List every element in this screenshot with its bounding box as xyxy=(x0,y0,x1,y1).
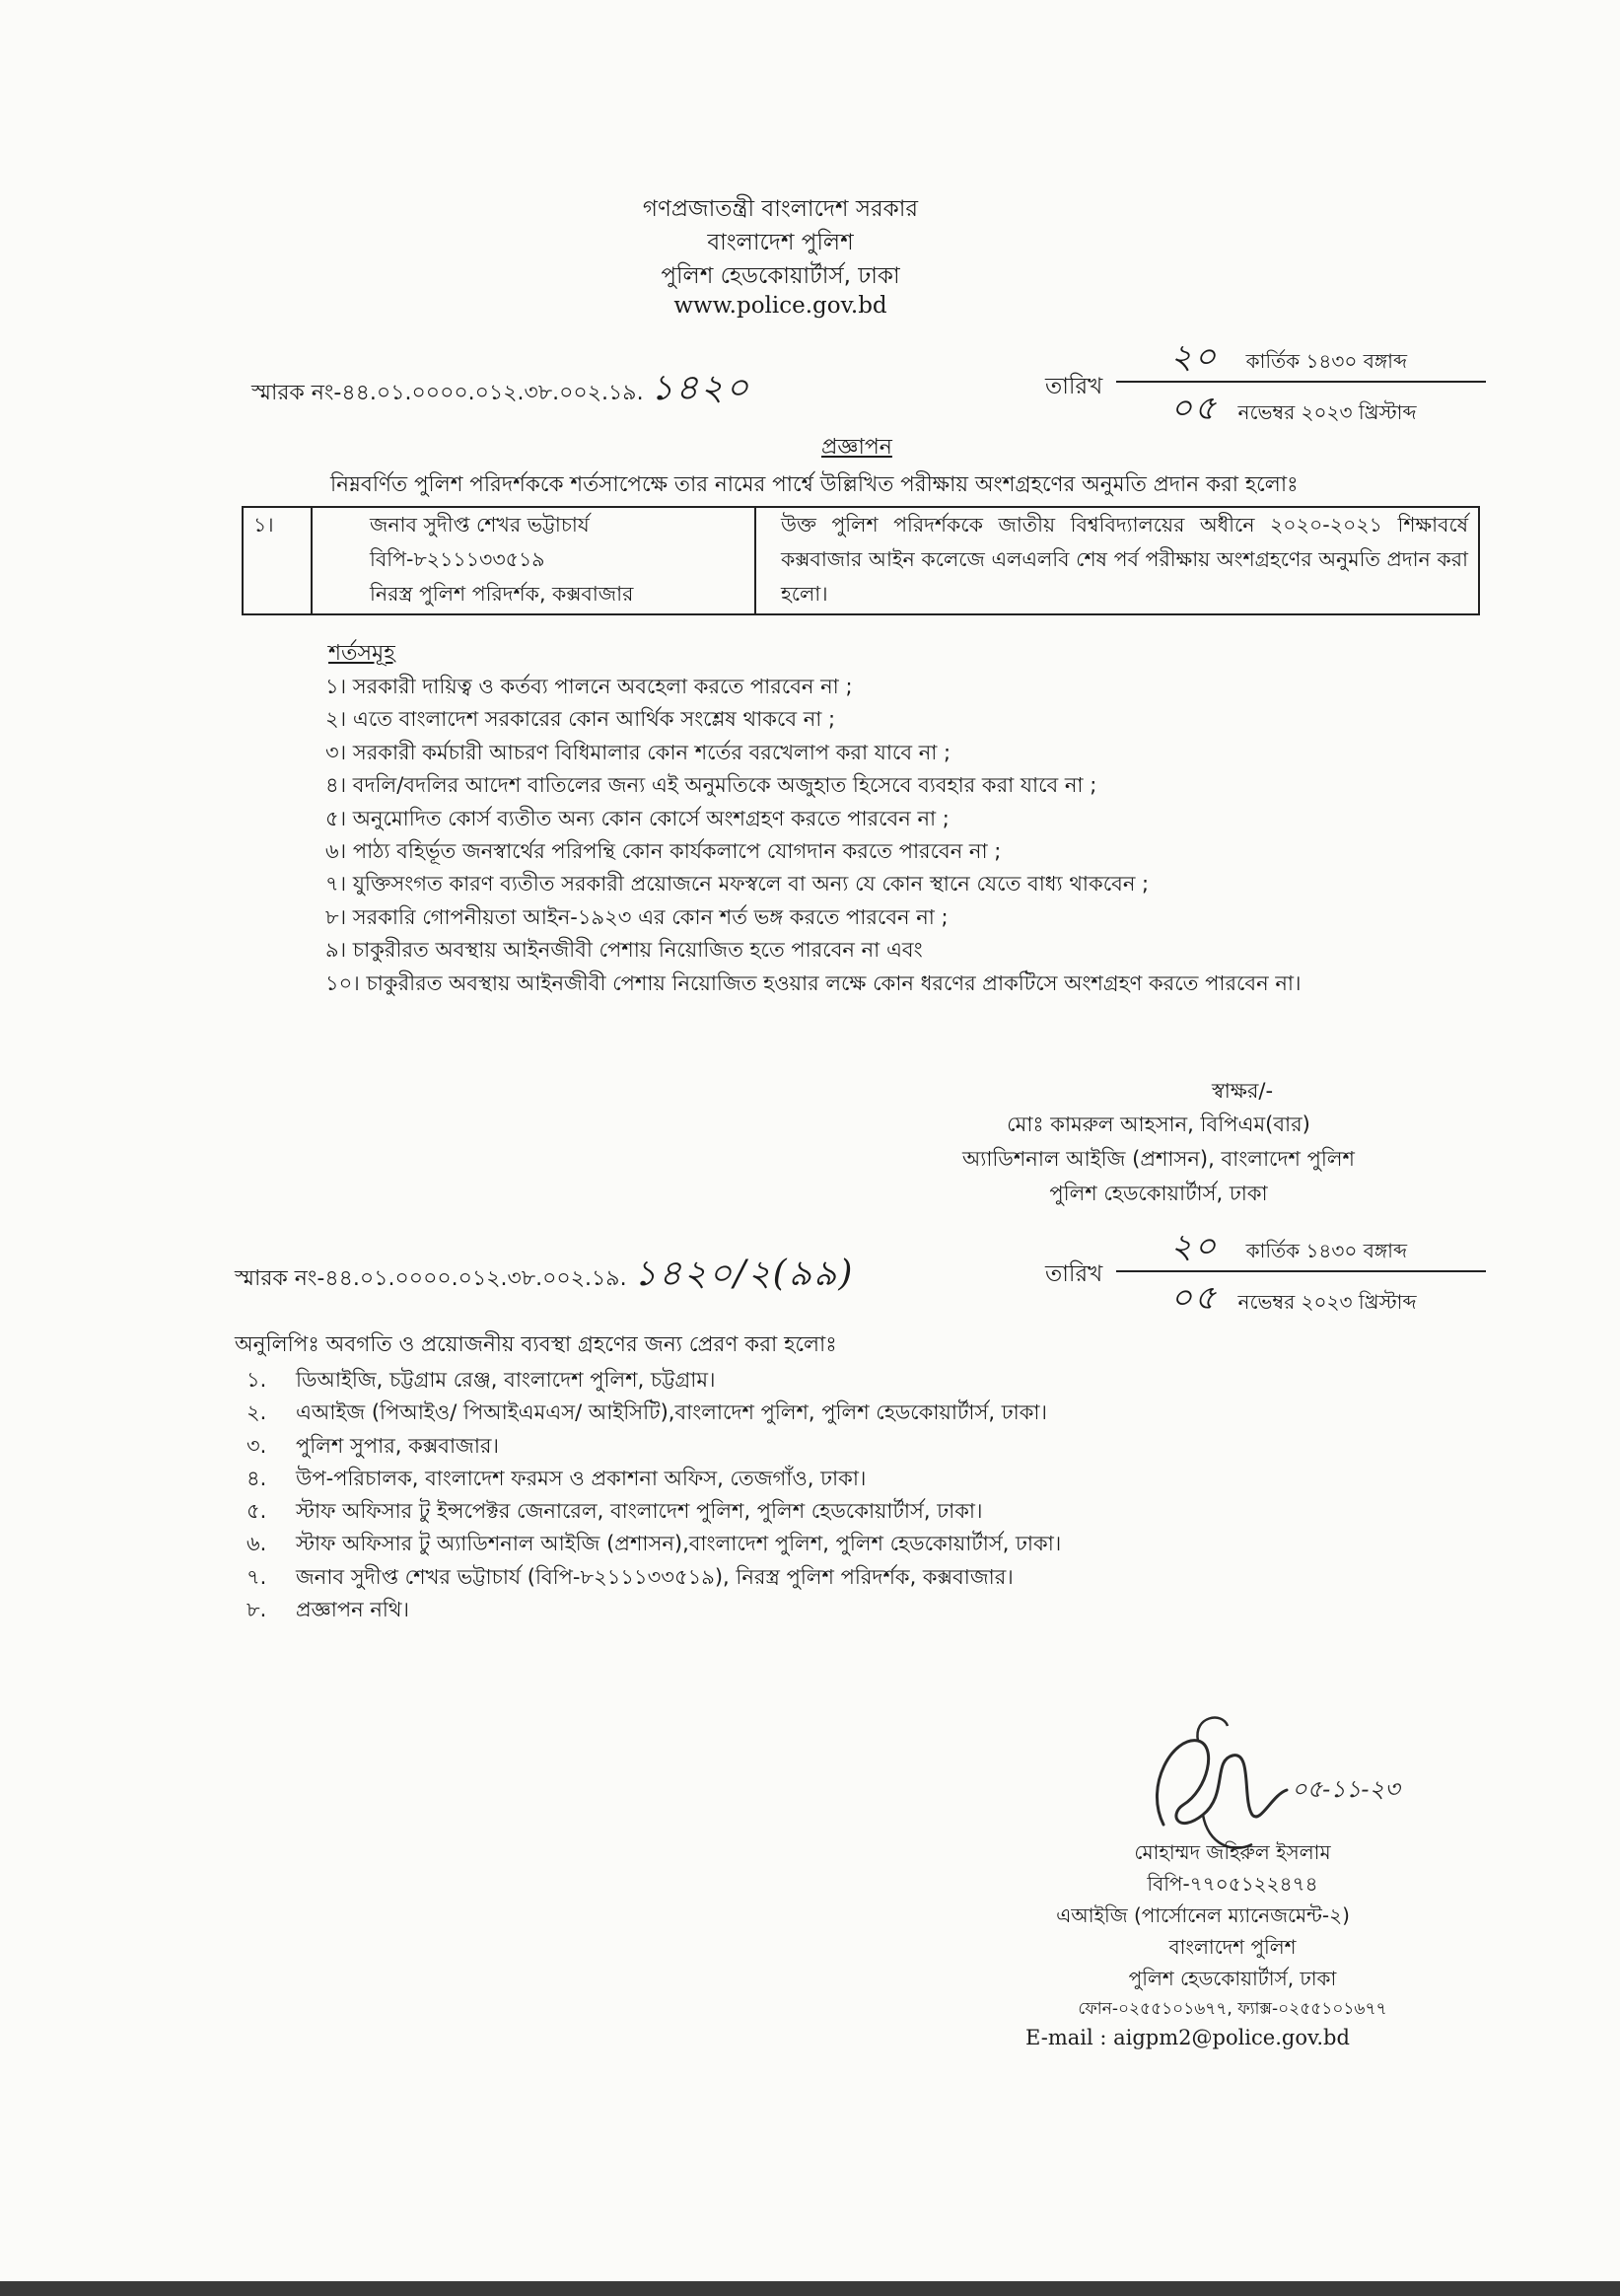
copy-intro: অনুলিপিঃ অবগতি ও প্রয়োজনীয় ব্যবস্থা গ্রহণের জন্য প্রেরণ করা হলোঃ xyxy=(235,1332,837,1357)
date-label-2: তারিখ xyxy=(1045,1261,1103,1287)
condition-item: ৩। সরকারী কর্মচারী আচরণ বিধিমালার কোন শর্তের বরখেলাপ করা যাবে না ; xyxy=(325,740,951,764)
list-text: স্টাফ অফিসার টু ইন্সপেক্টর জেনারেল, বাংলাদেশ পুলিশ, পুলিশ হেডকোয়ার্টার্স, ঢাকা। xyxy=(296,1499,983,1524)
condition-item: ৪। বদলি/বদলির আদেশ বাতিলের জন্য এই অনুমতিকে অজুহাত হিসেবে ব্যবহার করা যাবে না ; xyxy=(325,773,1097,798)
website-link[interactable]: www.police.gov.bd xyxy=(673,293,887,319)
scan-edge xyxy=(0,2281,1620,2296)
conditions-title: শর্তসমূহ xyxy=(328,641,395,666)
memo-prefix: স্মারক নং-৪৪.০১.০০০০.০১২.৩৮.০০২.১৯. xyxy=(235,1266,627,1291)
signatory-name: মোহাম্মদ জহিরুল ইসলাম xyxy=(1134,1840,1331,1864)
condition-item: ৮। সরকারি গোপনীয়তা আইন-১৯২৩ এর কোন শর্ত ভঙ্গ করতে পারবেন না ; xyxy=(325,904,949,929)
greg-day: ০৫ xyxy=(1170,389,1219,428)
officer-cell xyxy=(312,507,755,614)
condition-item: ২। এতে বাংলাদেশ সরকারের কোন আর্থিক সংশ্লেষ থাকবে না ; xyxy=(325,707,836,732)
list-text: এআইজ (পিআইও/ পিআইএমএস/ আইসিটি),বাংলাদেশ পুলিশ, পুলিশ হেডকোয়ার্টার্স, ঢাকা। xyxy=(296,1400,1047,1425)
officer-bp: বিপি-৮২১১১৩৩৫১৯ xyxy=(370,547,545,571)
greg-date-rest: নভেম্বর ২০২৩ খ্রিস্টাব্দ xyxy=(1237,1290,1417,1314)
officer-name: জনাব সুদীপ্ত শেখর ভট্টাচার্য xyxy=(370,513,590,537)
greg-date-rest: নভেম্বর ২০২৩ খ্রিস্টাব্দ xyxy=(1237,400,1417,424)
govt-name: গণপ্রজাতন্ত্রী বাংলাদেশ সরকার xyxy=(642,196,919,222)
signatory-bp: বিপি-৭৭০৫১২২৪৭৪ xyxy=(1147,1872,1318,1896)
officer-designation: নিরস্ত্র পুলিশ পরিদর্শক, কক্সবাজার xyxy=(370,582,634,606)
signatory-name: মোঃ কামরুল আহসান, বিপিএম(বার) xyxy=(1007,1112,1310,1136)
conditions-list xyxy=(325,671,1301,1000)
list-number: ৩. xyxy=(247,1433,267,1458)
greg-day: ০৫ xyxy=(1170,1278,1219,1318)
list-text: উপ-পরিচালক, বাংলাদেশ ফরমস ও প্রকাশনা অফিস, তেজগাঁও, ঢাকা। xyxy=(296,1466,867,1490)
bangla-date-rest: কার্তিক ১৪৩০ বঙ্গাব্দ xyxy=(1245,349,1408,373)
notice-intro: নিম্নবর্ণিত পুলিশ পরিদর্শককে শর্তসাপেক্ষে তার নামের পার্শ্বে উল্লিখিত পরীক্ষায় অংশগ্রহণের অনুমতি প্রদান করা হলোঃ xyxy=(330,472,1299,497)
signature-date: ০৫-১১-২৩ xyxy=(1292,1775,1400,1803)
memo-handwritten-number: ১৪২০ xyxy=(650,368,751,408)
condition-item: ১। সরকারী দায়িত্ব ও কর্তব্য পালনে অবহেলা করতে পারবেন না ; xyxy=(325,675,853,698)
memo-handwritten-number: ১৪২০/২(৯৯) xyxy=(633,1254,855,1294)
signatory-office: পুলিশ হেডকোয়ার্টার্স, ঢাকা xyxy=(1128,1967,1337,1990)
list-number: ১. xyxy=(247,1368,267,1392)
signatory-org: বাংলাদেশ পুলিশ xyxy=(1168,1935,1297,1959)
notice-title: প্রজ্ঞাপন xyxy=(821,435,892,460)
signature-block-2 xyxy=(986,1838,1420,2057)
condition-item: ৯। চাকুরীরত অবস্থায় আইনজীবী পেশায় নিয়োজিত হতে পারবেন না এবং xyxy=(325,938,923,963)
list-number: ২. xyxy=(247,1400,267,1425)
list-text: পুলিশ সুপার, কক্সবাজার। xyxy=(296,1433,499,1458)
serial-number: ১। xyxy=(253,513,274,537)
list-number: ৪. xyxy=(247,1466,267,1490)
list-number: ৬. xyxy=(247,1532,267,1556)
email-address[interactable]: E-mail : aigpm2@police.gov.bd xyxy=(1025,2026,1350,2049)
condition-item: ৭। যুক্তিসংগত কারণ ব্যতীত সরকারী প্রয়োজনে মফস্বলে বা অন্য যে কোন স্থানে যেতে বাধ্য থাকবেন ; xyxy=(325,872,1150,897)
bangla-day: ২০ xyxy=(1170,1227,1219,1266)
signatory-designation: এআইজি (পার্সোনেল ম্যানেজমেন্ট-২) xyxy=(1056,1903,1350,1927)
signature-block-1 xyxy=(892,1075,1425,1212)
permission-details: উক্ত পুলিশ পরিদর্শককে জাতীয় বিশ্ববিদ্যালয়ের অধীনে ২০২০-২০২১ শিক্ষাবর্ষে কক্সবাজার আইন কলেজে এলএলবি শেষ পর্ব পরীক্ষায় অংশগ্রহণের অনুমতি প্রদান করা হলো। xyxy=(781,513,1468,606)
memo-number-2 xyxy=(235,1247,854,1306)
serial-cell xyxy=(243,507,312,614)
date-label-1: তারিখ xyxy=(1045,374,1103,399)
list-text: প্রজ্ঞাপন নথি। xyxy=(296,1598,409,1622)
condition-item: ৬। পাঠ্য বহির্ভূত জনস্বার্থের পরিপন্থি কোন কার্যকলাপে যোগদান করতে পারবেন না ; xyxy=(325,838,1002,863)
bangla-day: ২০ xyxy=(1170,337,1219,377)
contact-numbers: ফোন-০২৫৫১০১৬৭৭, ফ্যাক্স-০২৫৫১০১৬৭৭ xyxy=(1078,1999,1387,2019)
list-text: ডিআইজি, চট্টগ্রাম রেঞ্জ, বাংলাদেশ পুলিশ, চট্টগ্রাম। xyxy=(296,1368,716,1392)
signatory-designation: অ্যাডিশনাল আইজি (প্রশাসন), বাংলাদেশ পুলিশ xyxy=(962,1147,1355,1171)
list-number: ৫. xyxy=(247,1499,267,1524)
memo-prefix: স্মারক নং-৪৪.০১.০০০০.০১২.৩৮.০০২.১৯. xyxy=(251,381,644,405)
list-number: ৮. xyxy=(247,1598,267,1622)
condition-item: ১০। চাকুরীরত অবস্থায় আইনজীবী পেশায় নিয়োজিত হওয়ার লক্ষে কোন ধরণের প্রাকটিসে অংশগ্রহণ করতে পারবেন না। xyxy=(325,970,1302,995)
org-name: বাংলাদেশ পুলিশ xyxy=(707,230,854,255)
office-name: পুলিশ হেডকোয়ার্টার্স, ঢাকা xyxy=(661,263,900,289)
table-row xyxy=(243,507,1479,614)
list-number: ৭. xyxy=(247,1564,267,1589)
condition-item: ৫। অনুমোদিত কোর্স ব্যতীত অন্য কোন কোর্সে অংশগ্রহণ করতে পারবেন না ; xyxy=(325,806,950,830)
list-text: স্টাফ অফিসার টু অ্যাডিশনাল আইজি (প্রশাসন),বাংলাদেশ পুলিশ, পুলিশ হেডকোয়ার্টার্স, ঢাকা। xyxy=(296,1532,1062,1556)
bangla-date-rest: কার্তিক ১৪৩০ বঙ্গাব্দ xyxy=(1245,1239,1408,1262)
signatory-office: পুলিশ হেডকোয়ার্টার্স, ঢাকা xyxy=(1049,1182,1268,1205)
list-text: জনাব সুদীপ্ত শেখর ভট্টাচার্য (বিপি-৮২১১১৩৩৫১৯), নিরস্ত্র পুলিশ পরিদর্শক, কক্সবাজার। xyxy=(296,1564,1014,1589)
permission-table xyxy=(242,506,1480,615)
signed-mark: স্বাক্ষর/- xyxy=(1211,1079,1274,1103)
details-cell xyxy=(755,507,1479,614)
memo-number-1 xyxy=(251,361,750,420)
